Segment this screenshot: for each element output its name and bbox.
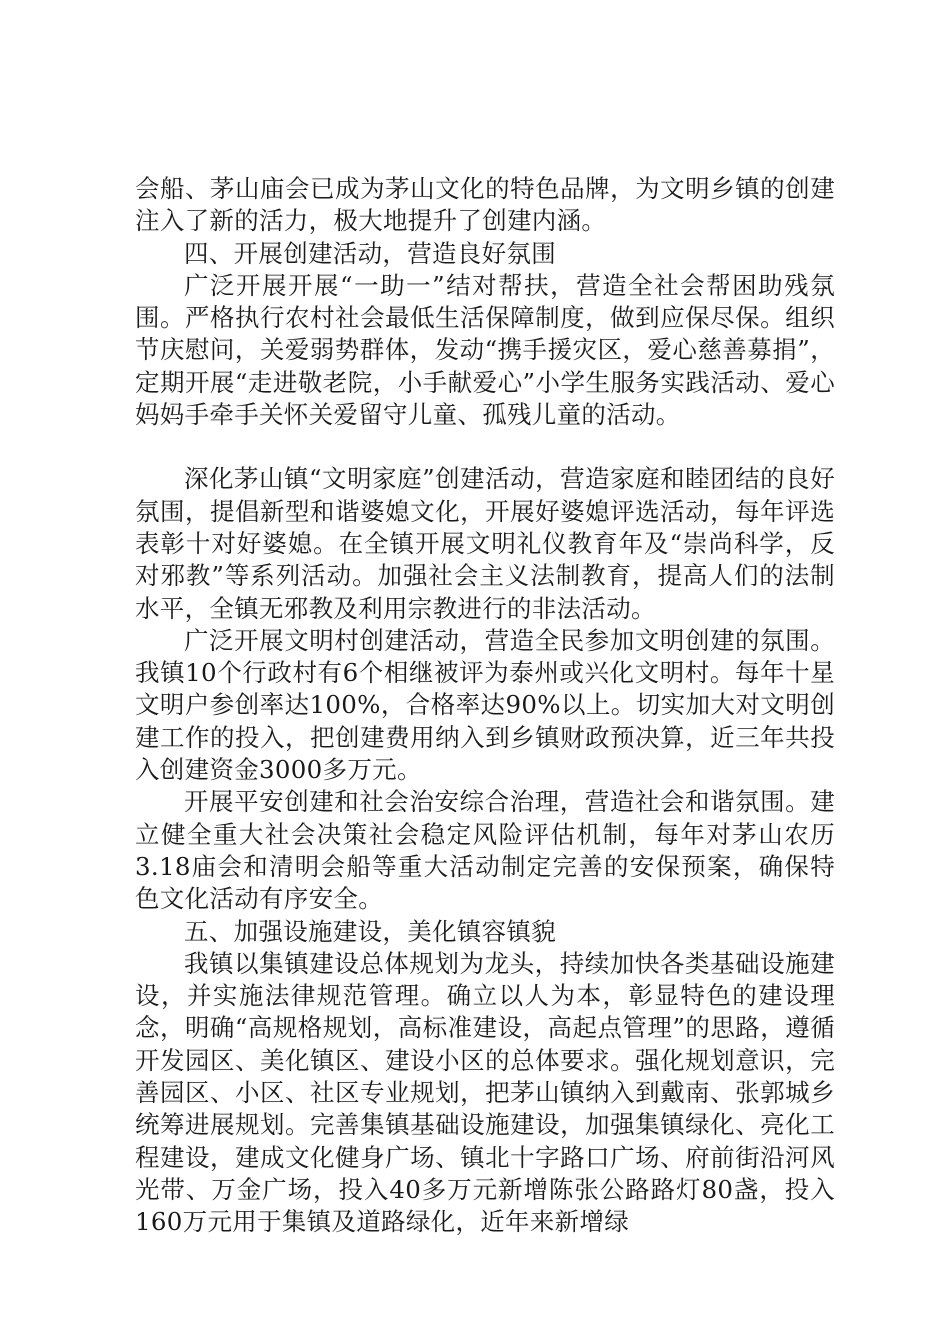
paragraph-civilized-village: 广泛开展文明村创建活动，营造全民参加文明创建的氛围。我镇10个行政村有6个相继被评为泰州或兴化文明村。每年十星文明户参创率达100%，合格率达90%以上。切实加大对文明创建工作的投入，把创建费用纳入到乡镇财政预决算，近三年共投入创建资金3000多万元。 <box>135 625 835 785</box>
section-heading-five: 五、加强设施建设，美化镇容镇貌 <box>184 916 556 946</box>
paragraph-continuation: 会船、茅山庙会已成为茅山文化的特色品牌，为文明乡镇的创建注入了新的活力，极大地提升了创建内涵。 <box>135 174 835 236</box>
section-heading-four: 四、开展创建活动，营造良好氛围 <box>184 238 556 268</box>
paragraph-public-safety: 开展平安创建和社会治安综合治理，营造社会和谐氛围。建立健全重大社会决策社会稳定风险评估机制，每年对茅山农历3.18庙会和清明会船等重大活动制定完善的安保预案，确保特色文化活动有序安全。 <box>135 787 835 914</box>
paragraph-infrastructure: 我镇以集镇建设总体规划为龙头，持续加快各类基础设施建设，并实施法律规范管理。确立以人为本，彰显特色的建设理念，明确“高规格规划，高标准建设，高起点管理”的思路，遵循开发园区、美化镇区、建设小区的总体要求。强化规划意识，完善园区、小区、社区专业规划，把茅山镇纳入到戴南、张郭城乡统筹进展规划。完善集镇基础设施建设，加强集镇绿化、亮化工程建设，建成文化健身广场、镇北十字路口广场、府前街沿河风光带、万金广场，投入40多万元新增陈张公路路灯80盏，投入160万元用于集镇及道路绿化，近年来新增绿 <box>135 948 835 1237</box>
document-body <box>135 173 835 1239</box>
paragraph-assistance: 广泛开展开展“一助一”结对帮扶，营造全社会帮困助残氛围。严格执行农村社会最低生活保障制度，做到应保尽保。组织节庆慰问，关爱弱势群体，发动“携手援灾区，爱心慈善募捐”，定期开展“走进敬老院，小手献爱心”小学生服务实践活动、爱心妈妈手牵手关怀关爱留守儿童、孤残儿童的活动。 <box>135 270 835 430</box>
paragraph-civilized-family: 深化茅山镇“文明家庭”创建活动，营造家庭和睦团结的良好氛围，提倡新型和谐婆媳文化，开展好婆媳评选活动，每年评选表彰十对好婆媳。在全镇开展文明礼仪教育年及“崇尚科学，反对邪教”等系列活动。加强社会主义法制教育，提高人们的法制水平，全镇无邪教及利用宗教进行的非法活动。 <box>135 464 836 623</box>
